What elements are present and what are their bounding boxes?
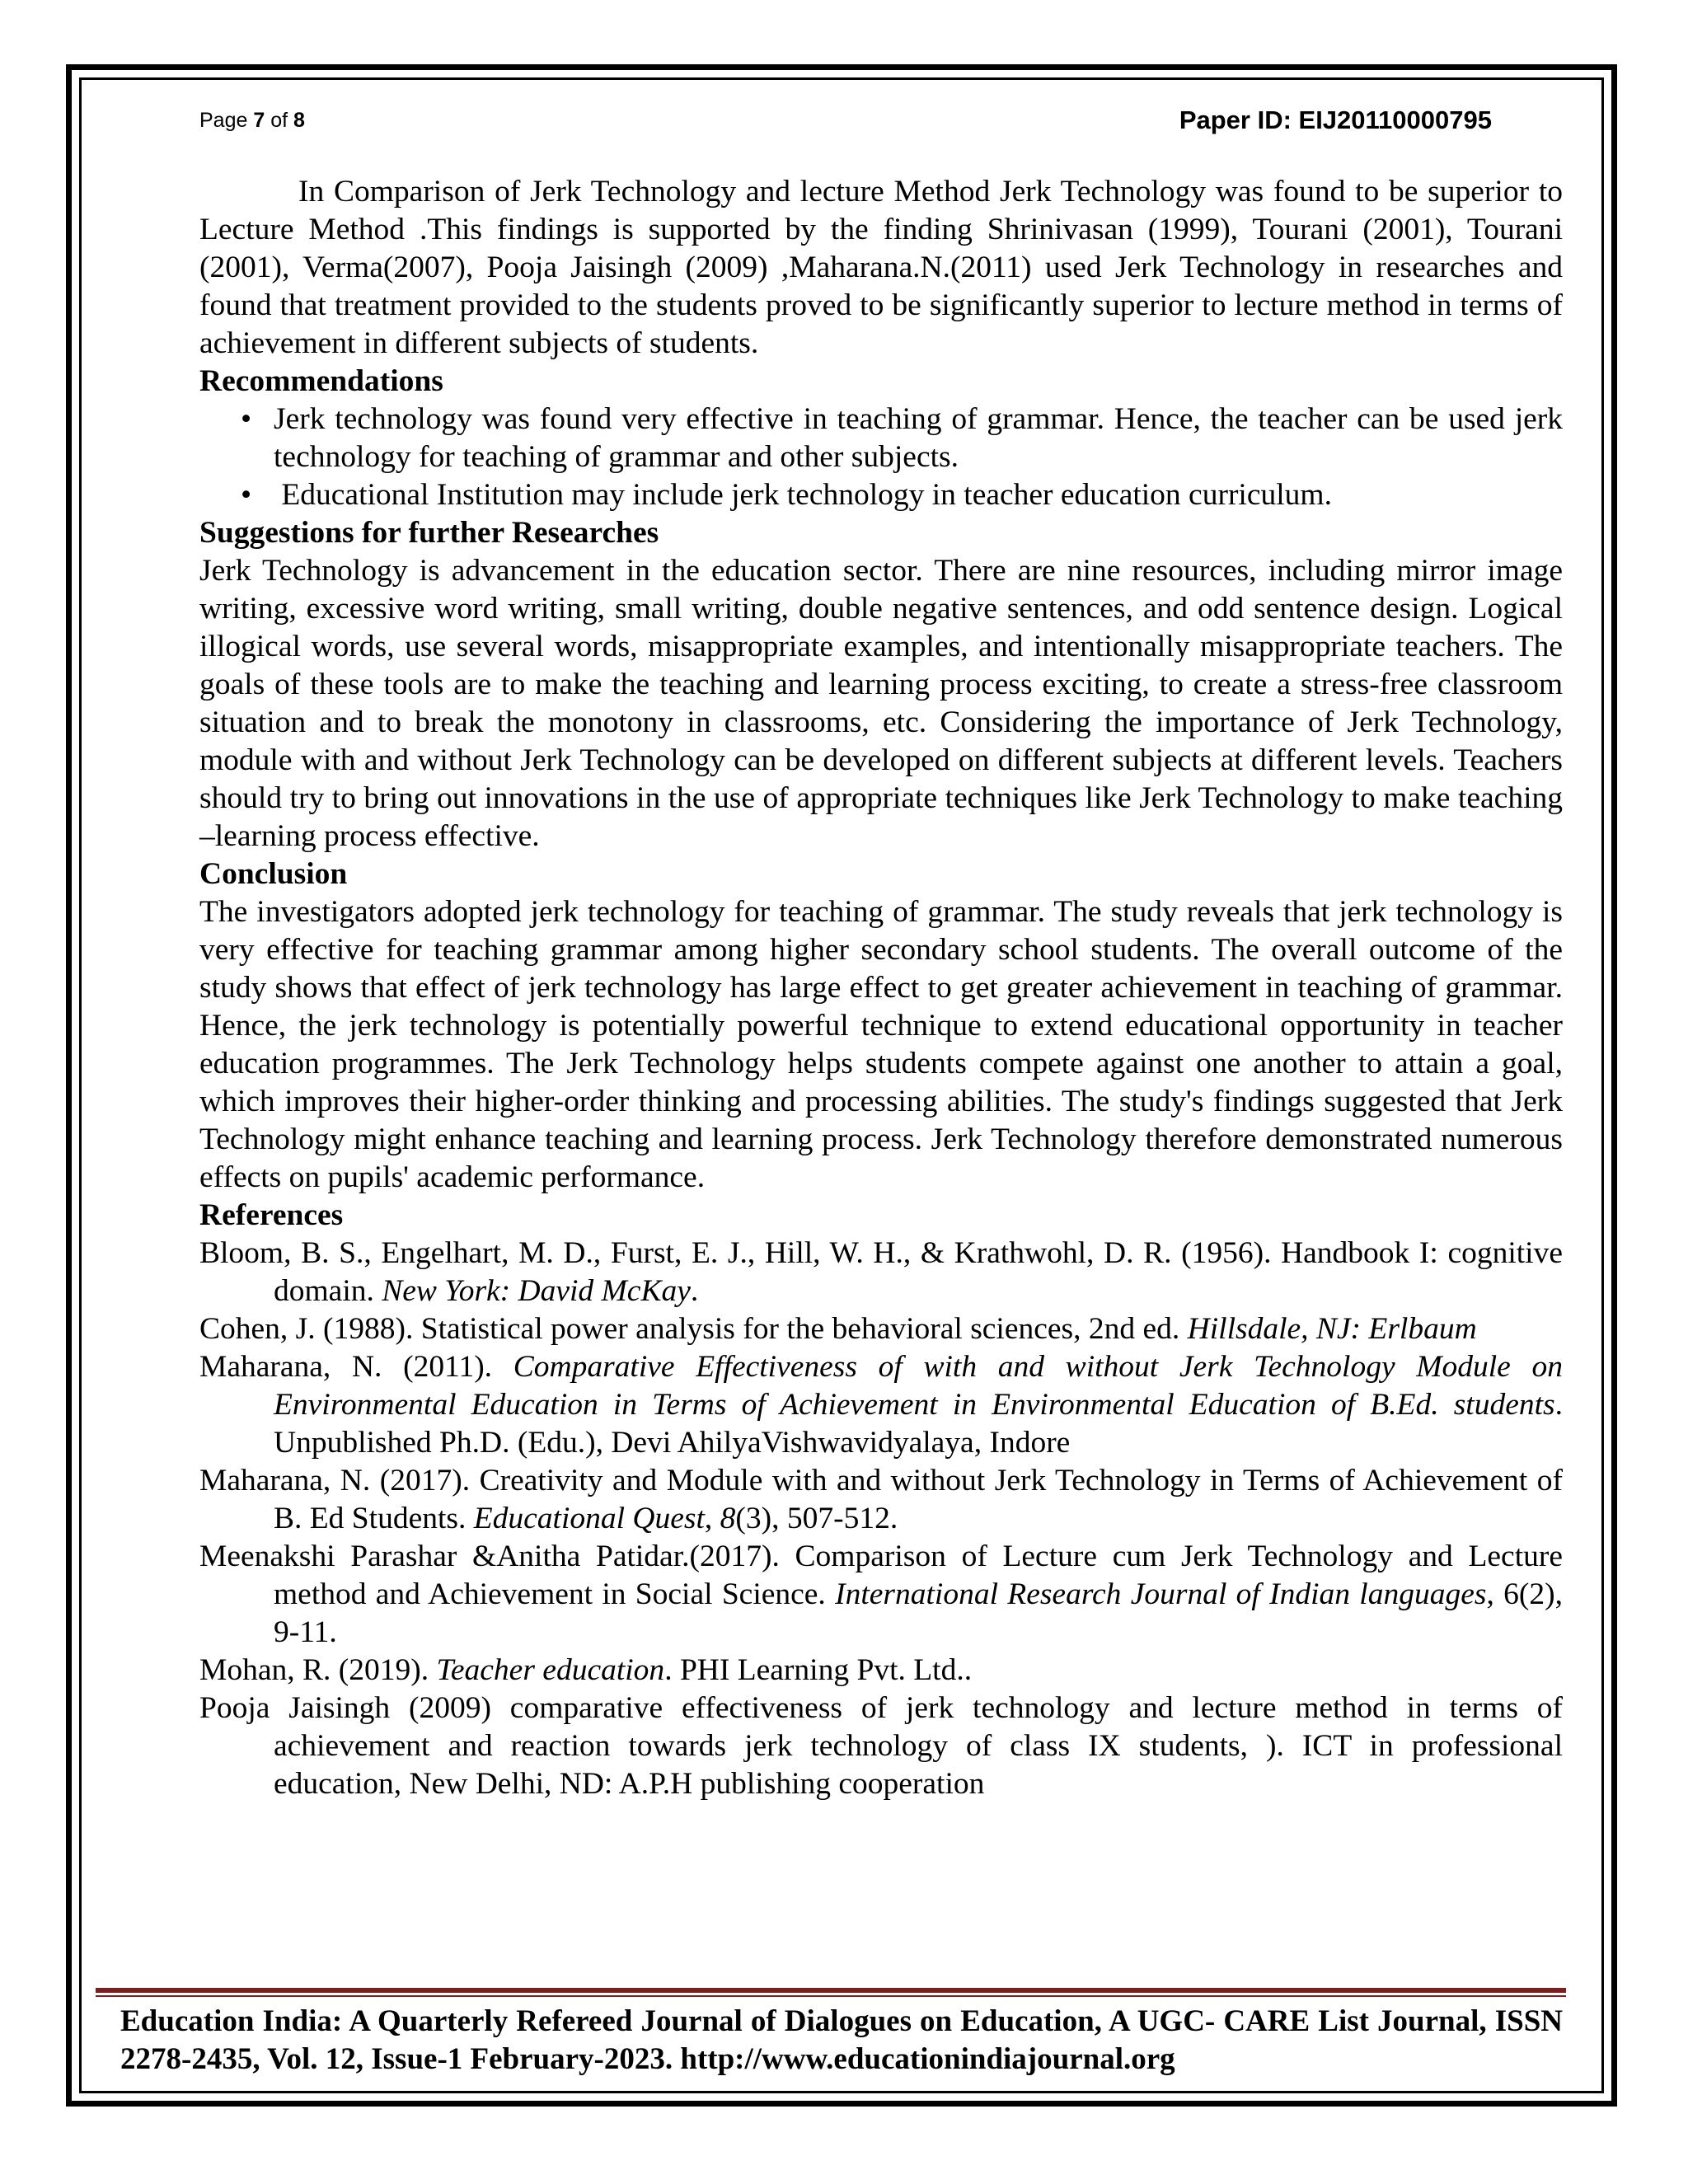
reference-item: Cohen, J. (1988). Statistical power analysis for the behavioral sciences, 2nd ed. Hillsdale, NJ: Erlbaum: [199, 1312, 1477, 1346]
suggestions-paragraph: Jerk Technology is advancement in the education sector. There are nine resources, including mirror image writing, excessive word writing, small writing, double negative sentences, and odd sentence design. Logical illogical words, use several words, misappropriate examples, and intentionally misappropriate teachers. The goals of these tools are to make the teaching and learning process exciting, to create a stress-free classroom situation and to break the monotony in classrooms, etc. Considering the importance of Jerk Technology, module with and without Jerk Technology can be developed on different subjects at different levels. Teachers should try to bring out innovations in the use of appropriate techniques like Jerk Technology to make teaching –learning process effective.: [199, 554, 1563, 853]
reference-list: [199, 1235, 1563, 1803]
suggestions-heading: Suggestions for further Researches: [199, 516, 659, 550]
page-number: Page 7 of 8: [199, 109, 305, 132]
reference-item: Maharana, N. (2017). Creativity and Module with and without Jerk Technology in Terms of Achievement of B. Ed Students. Educational Quest, 8(3), 507-512.: [199, 1464, 1563, 1535]
conclusion-paragraph: The investigators adopted jerk technology for teaching of grammar. The study reveals that jerk technology is very effective for teaching grammar among higher secondary school students. The overall outcome of the study shows that effect of jerk technology has large effect to get greater achievement in teaching of grammar. Hence, the jerk technology is potentially powerful technique to extend educational opportunity in teacher education programmes. The Jerk Technology helps students compete against one another to attain a goal, which improves their higher-order thinking and processing abilities. The study's findings suggested that Jerk Technology might enhance teaching and learning process. Jerk Technology therefore demonstrated numerous effects on pupils' academic performance.: [199, 895, 1563, 1194]
conclusion-heading: Conclusion: [199, 857, 348, 891]
intro-paragraph: In Comparison of Jerk Technology and lecture Method Jerk Technology was found to be superior to Lecture Method .This findings is supported by the finding Shrinivasan (1999), Tourani (2001), Tourani (2001), Verma(2007), Pooja Jaisingh (2009) ,Maharana.N.(2011) used Jerk Technology in researches and found that treatment provided to the students proved to be significantly superior to lecture method in terms of achievement in different subjects of students.: [199, 175, 1563, 360]
paper-id: Paper ID: EIJ20110000795: [1179, 105, 1492, 134]
recommendations-heading: Recommendations: [199, 364, 443, 398]
reference-item: Bloom, B. S., Engelhart, M. D., Furst, E. J., Hill, W. H., & Krathwohl, D. R. (1956). Handbook I: cognitive domain. New York: David McKay.: [199, 1236, 1563, 1308]
list-item: • Educational Institution may include jerk technology in teacher education curriculum.: [199, 476, 1563, 514]
bullet-icon: •: [241, 478, 252, 512]
reference-item: Pooja Jaisingh (2009) comparative effectiveness of jerk technology and lecture method in terms of achievement and reaction towards jerk technology of class IX students, ). ICT in professional education, New Delhi, ND: A.P.H publishing cooperation: [199, 1691, 1563, 1801]
journal-footer: Education India: A Quarterly Refereed Journal of Dialogues on Education, A UGC- CARE List Journal, ISSN 2278-2435, Vol. 12, Issue-1 February-2023. http://www.educationindiajournal.org: [120, 2004, 1563, 2076]
reference-item: Mohan, R. (2019). Teacher education. PHI Learning Pvt. Ltd..: [199, 1653, 973, 1687]
reference-item: Meenakshi Parashar &Anitha Patidar.(2017). Comparison of Lecture cum Jerk Technology and Lecture method and Achievement in Social Science. International Research Journal of Indian languages, 6(2), 9-11.: [199, 1540, 1563, 1649]
reference-item: Maharana, N. (2011). Comparative Effectiveness of with and without Jerk Technology Module on Environmental Education in Terms of Achievement in Environmental Education of B.Ed. students. Unpublished Ph.D. (Edu.), Devi AhilyaVishwavidyalaya, Indore: [199, 1350, 1563, 1460]
footer-divider: [96, 1995, 1566, 1997]
references-heading: References: [199, 1198, 344, 1232]
article-body: [199, 173, 1563, 1803]
list-item: • Jerk technology was found very effective in teaching of grammar. Hence, the teacher can be used jerk technology for teaching of grammar and other subjects.: [241, 402, 1563, 474]
footer-divider: [96, 1988, 1566, 1993]
page-header: [199, 105, 1492, 138]
bullet-icon: •: [241, 402, 252, 436]
recommendations-list: [199, 401, 1563, 514]
